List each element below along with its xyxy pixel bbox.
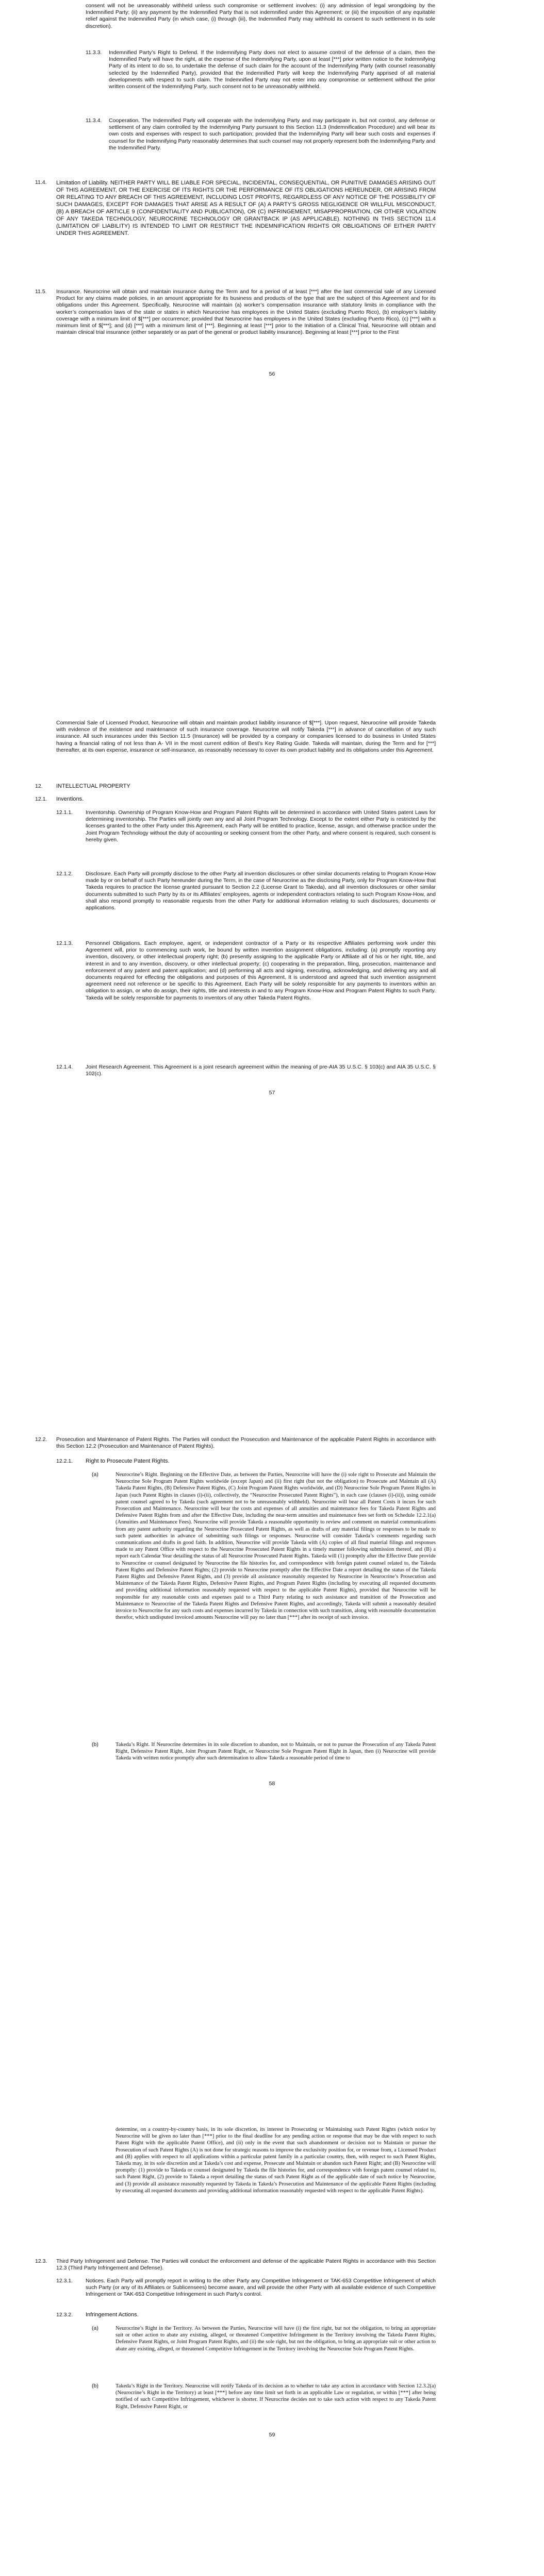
- section-number: 11.5.: [35, 289, 47, 295]
- section-number: 12.2.: [35, 1436, 47, 1443]
- section-12-2-1-b-text: Takeda’s Right. If Neurocrine determines in its sole discretion to abandon, not to Maintain, or not to pursue the Prosecution of any Takeda Patent Right, Defensive Patent Right, Joint Program Patent Right, or Neurocrine Sole Program Patent Right in Japan, then (i) Neurocrine will provide Takeda with written notice promptly after such determination to allow Takeda a reasonable period of time to: [116, 1742, 436, 1761]
- section-number: 12.1.1.: [56, 809, 73, 816]
- section-number: 12.3.: [35, 2258, 47, 2264]
- section-12-2-1-a-text: Neurocrine’s Right. Beginning on the Effective Date, as between the Parties, Neurocrine will have the (i) sole right to Prosecute and Maintain the Neurocrine Sole Program Patent Rights worldwide (except Japan) and (ii) first right (but not the obligation) to Prosecute and Maintain all (A) Takeda Patent Rights, (B) Defensive Patent Rights, (C) Joint Program Patent Rights worldwide, and (D) Neurocrine Sole Program Patent Rights in Japan (such Patent Rights in clauses (i)-(ii), collectively, the “Neurocrine Prosecuted Patent Rights”), in each case (clauses (i)-(ii)), using outside patent counsel agreed to by Takeda (such agreement not to be unreasonably withheld). Neurocrine will bear all Patent Costs it incurs for such Prosecution and Maintenance. Neurocrine will bear the costs and expenses of all annuities and maintenance fees for Takeda Patent Rights and Defensive Patent Rights from and after the Effective Date, including the near-term annuities and maintenance fees set forth on Schedule 12.2.1(a) (Annuities and Maintenance Fees). Neurocrine will provide Takeda a reasonable opportunity to review and comment on material communications from any patent authority regarding the Neurocrine Prosecuted Patent Rights, as well as drafts of any material filings or responses to be made to such patent authorities in advance of submitting such filings or responses. Neurocrine will consider Takeda’s comments regarding such communications and drafts in good faith. In addition, Neurocrine will provide Takeda with (A) copies of all final material filings and responses made to any Patent Office with respect to the Neurocrine Prosecuted Patent Rights in a timely manner following submission thereof, and (B) a report each Calendar Year detailing the status of all Neurocrine Prosecuted Patent Rights. Takeda will (1) promptly after the Effective Date provide to Neurocrine or counsel designated by Neurocrine the file histories for, and correspondence with foreign patent counsel related to, the Takeda Patent Rights and Defensive Patent Rights; (2) provide to Neurocrine promptly after the Effective Date a report detailing the status of the Takeda Patent Rights and Defensive Patent Rights, and (3) provide all assistance reasonably requested by Neurocrine in Neurocrine’s Prosecution and Maintenance of the Takeda Patent Rights, Defensive Patent Rights, and Program Patent Rights (including by executing all requested documents and providing additional information reasonably requested with respect to the applicable Patent Rights), provided that Neurocrine will be responsible for any reasonable costs and expenses paid to a Third Party relating to such assistance and transition of the Prosecution and Maintenance to Neurocrine of the Takeda Patent Rights and Defensive Patent Rights, and accordingly, Takeda will submit a reasonably detailed invoice to Neurocrine for any such costs and expenses incurred by Takeda in connection with such transition, along with reasonable documentation therefor, which undisputed invoiced amounts Neurocrine will pay no later than [***] after its receipt of such invoice.: [116, 1472, 436, 1621]
- page-59: [0, 2110, 544, 2576]
- section-number: 11.3.4.: [86, 117, 102, 124]
- page-56-paragraph-continuation: consent will not be unreasonably withheld unless such compromise or settlement involves: (i) any admission of legal wrongdoing by the Indemnified Party; (ii) any payment by the Indemnified Party that is not indemnified under this Agreement; or (iii) the imposition of any equitable relief against the Indemnified Party (in which case, (i) through (iii), the Indemnified Party may withhold its consent to such settlement in its sole discretion).: [86, 3, 435, 29]
- subsection-letter: (b): [92, 2383, 98, 2389]
- section-number: 12.1.: [35, 796, 47, 802]
- subsection-letter: (b): [92, 1741, 98, 1748]
- subsection-letter: (a): [92, 2325, 98, 2331]
- section-12-1-2-text: Disclosure. Each Party will promptly disclose to the other Party all invention disclosures or other similar documents relating to Program Know-How made by or on behalf of such Party hereunder during the Term, in the case of Neurocrine as the disclosing Party, only for Program Know-How that Takeda requires to practice the license granted pursuant to Section 2.2 (License Grant to Takeda), and all invention disclosures or other similar documents submitted to such Party by its or its Affiliates’ employees, agents or independent contractors relating to such Program Know-How, and shall also respond promptly to reasonable requests from the other Party for additional information relating to such disclosures, documents or applications.: [86, 871, 436, 911]
- article-12-heading: INTELLECTUAL PROPERTY: [56, 783, 130, 789]
- section-12-3-2-a-text: Neurocrine’s Right in the Territory. As between the Parties, Neurocrine will have (i) the first right, but not the obligation, to bring an appropriate suit or other action to abate any existing, alleged, or threatened Competitive Infringement in the Territory involving the Takeda Patent Rights, Defensive Patent Rights, or Joint Program Patent Rights, and (ii) the sole right, but not the obligation, to bring an appropriate suit or other action to abate any existing, alleged, or threatened Competitive Infringement in the Territory involving the Neurocrine Sole Program Patent Rights.: [116, 2326, 436, 2352]
- section-number: 12.1.3.: [56, 940, 73, 946]
- subsection-letter: (a): [92, 1471, 98, 1478]
- section-12-3-2-heading: Infringement Actions.: [86, 2312, 139, 2318]
- page-number: 58: [269, 1781, 275, 1787]
- section-12-3-1-text: Notices. Each Party will promptly report in writing to the other Party any Competitive Infringement or TAK-653 Competitive Infringement of which such Party (or any of its Affiliates or Sublicensees) become aware, and will provide the other Party with all available evidence of such Competitive Infringement or TAK-653 Competitive Infringement in such Party’s control.: [86, 2278, 436, 2298]
- section-12-3-text: Third Party Infringement and Defense. The Parties will conduct the enforcement and defense of the applicable Patent Rights in accordance with this Section 12.3 (Third Party Infringement and Defense).: [56, 2258, 436, 2272]
- section-number: 12.1.4.: [56, 1064, 73, 1070]
- page-58: [0, 1406, 544, 2110]
- section-11-5-text: Insurance. Neurocrine will obtain and maintain insurance during the Term and for a period of at least [***] after the last commercial sale of any Licensed Product for any claims made policies, in an amount appropriate for its business and products of the type that are the subject of this Agreement and for its obligations under this Agreement. Specifically, Neurocrine will maintain (a) worker’s compensation insurance with statutory limits in compliance with the worker’s compensation laws of the state or states in which Neurocrine has employees in the United States (excluding Puerto Rico), (b) employer’s liability coverage with a minimum limit of $[***] per occurrence; provided that Neurocrine has employees in the United States (excluding Puerto Rico), (c) [***] with a minimum limit of $[***]; and (d) [***] with a minimum limit of [***]. Beginning at least [***] prior to the Initiation of a Clinical Trial, Neurocrine will obtain and maintain clinical trial insurance (either separately or as part of the general or product liability insurance). Beginning at least [***] prior to the First: [56, 289, 436, 336]
- section-11-3-3-text: Indemnified Party’s Right to Defend. If the Indemnifying Party does not elect to assume control of the defense of a claim, then the Indemnified Party will have the right, at the expense of the Indemnifying Party, upon at least [***] prior written notice to the Indemnifying Party of its intent to do so, to undertake the defense of such claim for the account of the Indemnifying Party (with counsel reasonably selected by the Indemnified Party), provided that the Indemnified Party will keep the Indemnifying Party apprised of all material developments with respect to such claim. The Indemnified Party may not enter into any compromise or settlement without the prior written consent of the Indemnifying Party, such consent not to be unreasonably withheld.: [109, 49, 435, 90]
- section-number: 12.: [35, 783, 43, 789]
- section-12-1-heading: Inventions.: [56, 796, 84, 802]
- section-12-3-2-b-text: Takeda’s Right in the Territory. Neurocrine will notify Takeda of its decision as to whether to take any action in accordance with Section 12.3.2(a) (Neurocrine’s Right in the Territory) at least [***] before any time limit set forth in an applicable Law or regulation, or within [***] after being notified of such Competitive Infringement, whichever is shorter. If Neurocrine decides not to take such action with respect to any Takeda Patent Right, Defensive Patent Right, or: [116, 2383, 436, 2410]
- section-11-3-4-text: Cooperation. The Indemnified Party will cooperate with the Indemnifying Party and may participate in, but not control, any defense or settlement of any claim controlled by the Indemnifying Party pursuant to this Section 11.3 (Indemnification Procedure) and will bear its own costs and expenses with respect to such participation; provided that the Indemnifying Party will bear such costs and expenses if counsel for the Indemnifying Party reasonably determines that such counsel may not properly represent both the Indemnifying Party and the Indemnified Party.: [109, 117, 435, 151]
- section-11-4-text: Limitation of Liability. NEITHER PARTY WILL BE LIABLE FOR SPECIAL, INCIDENTAL, CONSEQUENTIAL, OR PUNITIVE DAMAGES ARISING OUT OF THIS AGREEMENT, OR THE EXERCISE OF ITS RIGHTS OR THE PERFORMANCE OF ITS OBLIGATIONS HEREUNDER, OR ARISING FROM OR RELATING TO ANY BREACH OF THIS AGREEMENT, INCLUDING LOST PROFITS, REGARDLESS OF ANY NOTICE OF THE POSSIBILITY OF SUCH DAMAGES, EXCEPT FOR DAMAGES THAT ARISE AS A RESULT OF (A) A PARTY’S GROSS NEGLIGENCE OR WILLFUL MISCONDUCT, (B) A BREACH OF ARTICLE 9 (CONFIDENTIALITY AND PUBLICATION), OR (C) INFRINGEMENT, MISAPPROPRIATION, OR OTHER VIOLATION OF ANY TAKEDA TECHNOLOGY, NEUROCRINE TECHNOLOGY OR GRANTBACK IP (AS APPLICABLE). NOTHING IN THIS SECTION 11.4 (LIMITATION OF LIABILITY) IS INTENDED TO LIMIT OR RESTRICT THE INDEMNIFICATION RIGHTS OR OBLIGATIONS OF EITHER PARTY UNDER THIS AGREEMENT.: [56, 180, 436, 236]
- section-12-1-1-text: Inventorship. Ownership of Program Know-How and Program Patent Rights will be determined in accordance with United States patent Laws for determining inventorship. The Parties will jointly own any and all Joint Program Technology. Except to the extent either Party is restricted by the licenses granted to the other Party under this Agreement, each Party will be entitled to practice, license, assign, and otherwise practice under the Joint Program Technology without the duty of accounting or seeking consent from the other Party, and where consent is required, such consent is hereby given.: [86, 809, 436, 843]
- section-number: 12.2.1.: [56, 1458, 73, 1464]
- section-number: 11.4.: [35, 179, 47, 185]
- page-56: [0, 0, 544, 703]
- section-number: 12.3.1.: [56, 2278, 73, 2284]
- page-57: [0, 703, 544, 1406]
- section-12-2-1-heading: Right to Prosecute Patent Rights.: [86, 1458, 170, 1464]
- section-number: 12.1.2.: [56, 871, 73, 877]
- page-number: 56: [269, 371, 275, 377]
- page-57-paragraph-continuation: Commercial Sale of Licensed Product, Neurocrine will obtain and maintain product liability insurance of $[***]. Upon request, Neurocrine will provide Takeda with evidence of the existence and maintenance of such insurance coverage. Neurocrine will notify Takeda [***] in advance of cancellation of any such insurance. All such insurances under this Section 11.5 (Insurance) will be provided by a company or companies licensed to do business in United States having a financial rating of not less than A- VII in the most current edition of Best’s Key Rating Guide. Takeda will maintain, during the Term and for [***] thereafter, at its own expense, insurance or self-insurance, as reasonably necessary to cover its own product liability and its obligations under this Agreement.: [56, 720, 436, 753]
- section-12-1-4-text: Joint Research Agreement. This Agreement is a joint research agreement within the meaning of pre-AIA 35 U.S.C. § 103(c) and AIA 35 U.S.C. § 102(c).: [86, 1064, 436, 1077]
- section-number: 12.3.2.: [56, 2312, 73, 2318]
- section-12-1-3-text: Personnel Obligations. Each employee, agent, or independent contractor of a Party or its respective Affiliates performing work under this Agreement will, prior to commencing such work, be bound by written invention assignment obligations, including: (a) promptly reporting any invention, discovery, or other intellectual property right; (b) presently assigning to the applicable Party or Affiliate all of his or her right, title, and interest in and to any invention, discovery, or other intellectual property; (c) cooperating in the preparation, filing, prosecution, maintenance and enforcement of any patent and patent application; and (d) performing all acts and signing, executing, acknowledging, and delivering any and all documents required for effecting the obligations and purposes of this Agreement. It is understood and agreed that such invention assignment agreement need not reference or be specific to this Agreement. Each Party will be solely responsible for any payments to inventors within an obligation to assign, or who do assign, their rights, title and interests in and to any Program Know-How and Program Patent Rights to such Party. Takeda will be solely responsible for payments to inventors of any other Takeda Patent Rights.: [86, 940, 436, 1001]
- page-59-paragraph-continuation: determine, on a country-by-country basis, in its sole discretion, its interest in Prosecuting or Maintaining such Patent Rights (which notice by Neurocrine will be given no later than [***] prior to the final deadline for any pending action or response that may be due with respect to such Patent Right with the applicable Patent Office), and (ii) only in the event that such abandonment or decision not to Maintain or pursue the Prosecution of such Patent Rights (A) is not done for strategic reasons to improve the exclusivity position for, or revenue from, a Licensed Product and (B) applies with respect to all applications within a particular patent family in a particular country, then, with respect to such Patent Rights, Takeda may, in its sole discretion and at Takeda’s cost and expense, Prosecute and Maintain or abandon such Patent Right; and (B) Neurocrine will promptly: (1) provide to Takeda or counsel designated by Takeda the file histories for, and correspondence with foreign patent counsel related to, such Patent Right, (2) provide to Takeda a report detailing the status of such Patent Right as of the applicable date of such notice by Neurocrine, and (3) provide all assistance reasonably requested by Takeda in Takeda’s Prosecution and Maintenance of the applicable Patent Rights (including by executing all requested documents and providing additional information reasonably requested with respect to the applicable Patent Rights).: [116, 2127, 436, 2194]
- page-number: 59: [269, 2432, 275, 2438]
- section-12-2-text: Prosecution and Maintenance of Patent Rights. The Parties will conduct the Prosecution and Maintenance of the applicable Patent Rights in accordance with this Section 12.2 (Prosecution and Maintenance of Patent Rights).: [56, 1436, 436, 1450]
- section-number: 11.3.3.: [86, 49, 102, 56]
- page-number: 57: [269, 1090, 275, 1096]
